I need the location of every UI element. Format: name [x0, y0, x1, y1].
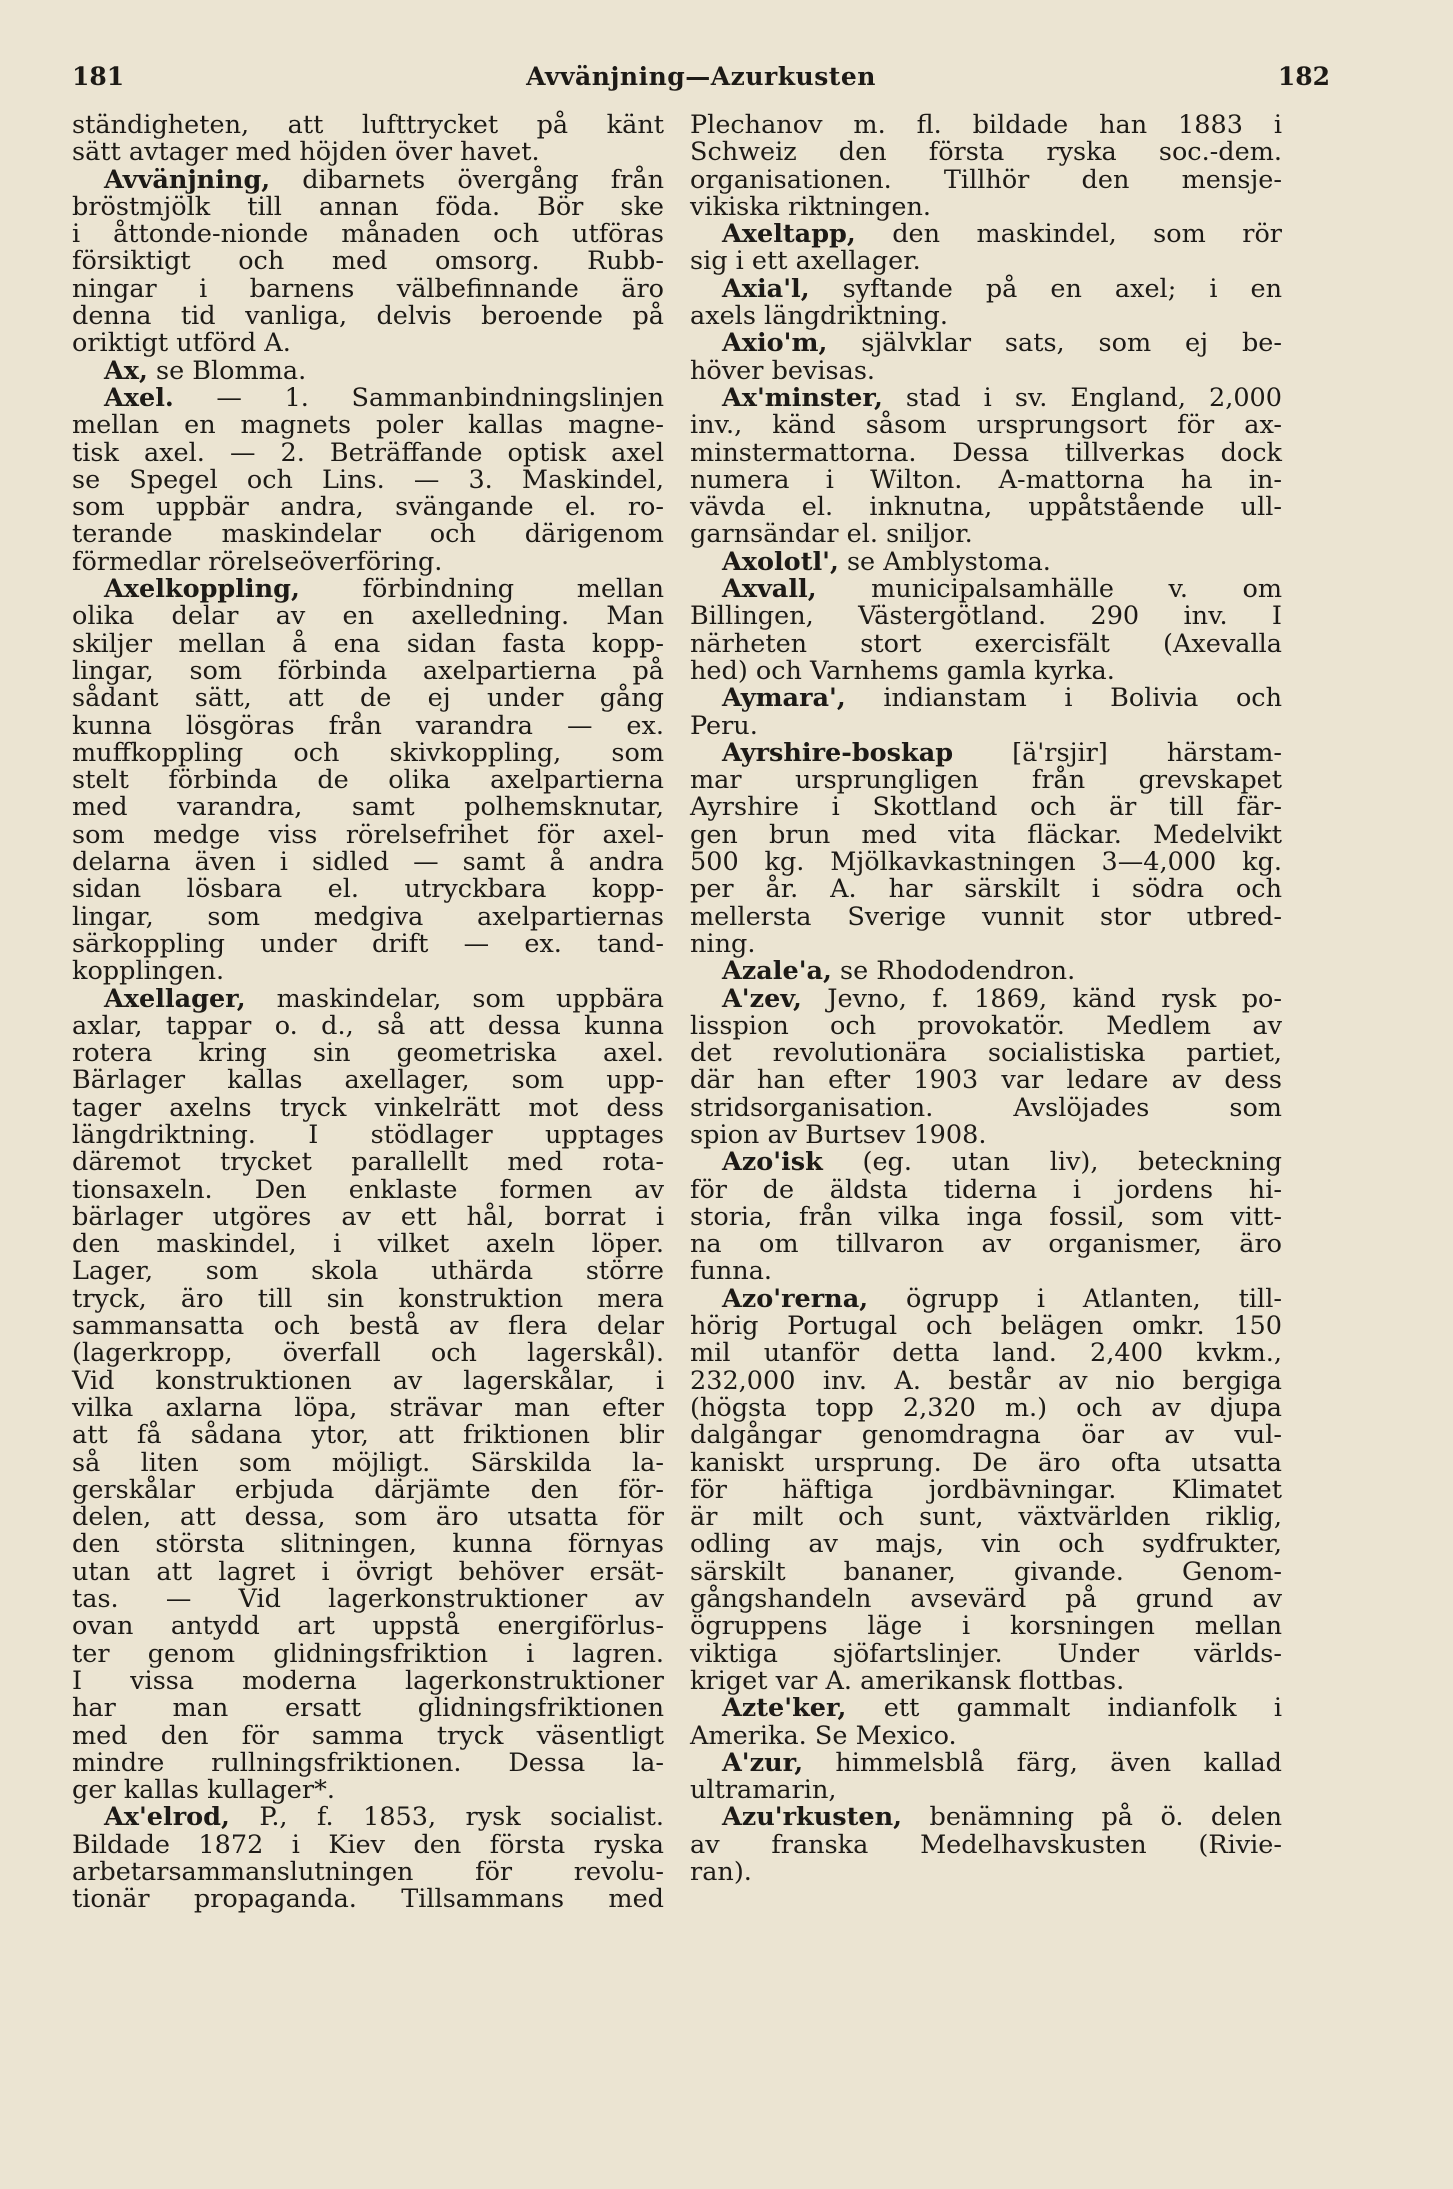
line-text: terande maskindelar och därigenom — [72, 519, 664, 550]
line-text: vikiska riktningen. — [690, 191, 932, 222]
line-text: utan att lagret i övrigt behöver ersät- — [72, 1556, 664, 1587]
text-line — [72, 603, 664, 630]
line-text: stad i sv. England, 2,000 — [882, 382, 1282, 413]
text-line — [690, 1174, 1282, 1205]
line-text: odling av majs, vin och sydfrukter, — [690, 1529, 1282, 1560]
line-text: maskindelar, som uppbära — [245, 983, 664, 1014]
line-text: se Rhododendron. — [831, 956, 1076, 987]
line-text: i åttonde-nionde månaden och utföras — [72, 219, 664, 250]
entry-first-line — [72, 355, 664, 386]
line-text: särskilt bananer, givande. Genom- — [690, 1556, 1282, 1587]
text-line — [690, 1665, 1282, 1696]
line-text: oriktigt utförd A. — [72, 328, 291, 359]
entry-first-line — [690, 1149, 1282, 1176]
text-line — [72, 1638, 664, 1669]
line-text: Amerika. Se Mexico. — [690, 1720, 957, 1751]
line-text: Bärlager kallas axellager, som upp- — [72, 1065, 664, 1096]
line-text: Billingen, Västergötland. 290 inv. I — [690, 601, 1282, 632]
entry-first-line — [72, 983, 664, 1014]
text-line — [690, 1119, 1282, 1150]
text-line — [690, 819, 1282, 850]
running-head — [72, 62, 1330, 102]
line-text: försiktigt och med omsorg. Rubb- — [72, 246, 664, 277]
text-line — [72, 1340, 664, 1367]
text-line — [72, 521, 664, 548]
line-text: inv., känd såsom ursprungsort för ax- — [690, 410, 1282, 441]
line-text: axlar, tappar o. d., så att dessa kunna — [72, 1010, 664, 1041]
line-text: av franska Medelhavskusten (Rivie- — [690, 1829, 1282, 1860]
line-text: däremot trycket parallellt med rota- — [72, 1147, 664, 1178]
text-line — [72, 303, 664, 330]
text-line — [72, 273, 664, 304]
text-line — [72, 767, 664, 794]
line-text: per år. A. har särskilt i södra och — [690, 874, 1282, 905]
text-line — [72, 737, 664, 768]
line-text: numera i Wilton. A-mattorna ha in- — [690, 464, 1282, 495]
line-text: särkoppling under drift — ex. tand- — [72, 928, 664, 959]
text-line — [690, 1586, 1282, 1613]
line-text: 500 kg. Mjölkavkastningen 3—4,000 kg. — [690, 847, 1282, 878]
text-line — [72, 1504, 664, 1531]
line-text: den maskindel, i vilket axeln löper. — [72, 1229, 664, 1260]
line-text: olika delar av en axelledning. Man — [72, 601, 664, 632]
line-text: funna. — [690, 1256, 773, 1287]
headword: Axeltapp, — [722, 219, 856, 250]
line-text: Lager, som skola uthärda större — [72, 1256, 664, 1287]
entry-first-line — [690, 983, 1282, 1014]
text-line — [72, 412, 664, 439]
line-text: mindre rullningsfriktionen. Dessa la- — [72, 1747, 664, 1778]
line-text: Jevno, f. 1869, känd rysk po- — [801, 983, 1282, 1014]
text-line — [690, 767, 1282, 794]
entry-first-line — [690, 546, 1282, 577]
line-text: där han efter 1903 var ledare av dess — [690, 1065, 1282, 1096]
line-text: gen brun med vita fläckar. Medelvikt — [690, 819, 1282, 850]
line-text: Peru. — [690, 710, 758, 741]
text-line — [690, 494, 1282, 521]
text-line — [72, 901, 664, 932]
text-line — [690, 710, 1282, 741]
headword: Azo'rerna, — [722, 1283, 869, 1314]
text-line — [690, 876, 1282, 903]
text-line — [690, 1231, 1282, 1258]
text-line — [72, 437, 664, 468]
text-line — [72, 112, 664, 139]
right-page-number: 182 — [1277, 62, 1330, 91]
text-line — [72, 139, 664, 166]
line-text: kunna lösgöras från varandra — ex. — [72, 710, 664, 741]
left-column — [72, 112, 664, 1914]
line-text: se Spegel och Lins. — 3. Maskindel, — [72, 464, 664, 495]
line-text: vilka axlarna löpa, strävar man efter — [72, 1392, 664, 1423]
line-text: [ä'rsjir] härstam- — [953, 737, 1282, 768]
line-text: längdriktning. I stödlager upptages — [72, 1119, 664, 1150]
text-line — [690, 603, 1282, 630]
text-line — [690, 1638, 1282, 1669]
entry-first-line — [690, 1804, 1282, 1831]
text-line — [72, 191, 664, 222]
text-line — [72, 928, 664, 959]
line-text: bröstmjölk till annan föda. Bör ske — [72, 191, 664, 222]
text-line — [690, 901, 1282, 932]
text-line — [72, 1531, 664, 1558]
line-text: tionsaxeln. Den enklaste formen av — [72, 1174, 664, 1205]
text-line — [690, 1092, 1282, 1123]
text-line — [690, 164, 1282, 195]
text-line — [690, 1474, 1282, 1505]
text-line — [72, 1092, 664, 1123]
text-line — [72, 1829, 664, 1860]
text-line — [72, 628, 664, 659]
text-line — [690, 437, 1282, 468]
line-text: ger kallas kullager*. — [72, 1775, 335, 1806]
line-text: Schweiz den första ryska soc.-dem. — [690, 137, 1282, 168]
line-text: muffkoppling och skivkoppling, som — [72, 737, 664, 768]
headword: Azo'isk — [722, 1147, 823, 1178]
entry-first-line — [72, 576, 664, 603]
line-text: rotera kring sin geometriska axel. — [72, 1038, 664, 1069]
line-text: gerskålar erbjuda därjämte den för- — [72, 1474, 664, 1505]
entry-first-line — [690, 221, 1282, 248]
text-line — [72, 1040, 664, 1067]
entry-first-line — [72, 164, 664, 195]
entry-first-line — [72, 382, 664, 413]
text-line — [72, 221, 664, 248]
line-text: Bildade 1872 i Kiev den första ryska — [72, 1829, 664, 1860]
text-line — [690, 628, 1282, 659]
line-text: kriget var A. amerikansk flottbas. — [690, 1665, 1125, 1696]
line-text: sätt avtager med höjden över havet. — [72, 137, 540, 168]
headword: Ayrshire-boskap — [722, 737, 954, 768]
text-line — [690, 794, 1282, 821]
line-text: garnsändar el. sniljor. — [690, 519, 973, 550]
headword: Axio'm, — [722, 328, 828, 359]
line-text: höver bevisas. — [690, 355, 876, 386]
headword: Axellager, — [104, 983, 246, 1014]
line-text: bärlager utgöres av ett hål, borrat i — [72, 1201, 664, 1232]
line-text: ovan antydd art uppstå energiförlus- — [72, 1611, 664, 1642]
line-text: den maskindel, som rör — [855, 219, 1282, 250]
line-text: viktiga sjöfartslinjer. Under världs- — [690, 1638, 1282, 1669]
line-text: syftande på en axel; i en — [809, 273, 1282, 304]
text-line — [72, 1174, 664, 1205]
line-text: som medge viss rörelsefrihet för axel- — [72, 819, 664, 850]
headword: Axvall, — [722, 574, 817, 605]
headword: Axel. — [104, 382, 174, 413]
entry-first-line — [690, 330, 1282, 357]
line-text: mellan en magnets poler kallas magne- — [72, 410, 664, 441]
text-line — [690, 139, 1282, 166]
line-text: lingar, som medgiva axelpartiernas — [72, 901, 664, 932]
line-text: tryck, äro till sin konstruktion mera — [72, 1283, 664, 1314]
text-line — [690, 412, 1282, 439]
line-text: tionär propaganda. Tillsammans med — [72, 1884, 664, 1915]
line-text: som uppbär andra, svängande el. ro- — [72, 492, 664, 523]
headword: Azte'ker, — [722, 1693, 847, 1724]
text-line — [72, 819, 664, 850]
line-text: skiljer mellan å ena sidan fasta kopp- — [72, 628, 664, 659]
line-text: municipalsamhälle v. om — [816, 574, 1282, 605]
line-text: kopplingen. — [72, 956, 225, 987]
entry-first-line — [690, 737, 1282, 768]
line-text: ögruppens läge i korsningen mellan — [690, 1611, 1282, 1642]
text-line — [72, 1422, 664, 1449]
line-text: delarna även i sidled — samt å andra — [72, 847, 664, 878]
line-text: organisationen. Tillhör den mensje- — [690, 164, 1282, 195]
text-line — [690, 248, 1282, 275]
headword: Axelkoppling, — [104, 574, 300, 605]
entry-first-line — [690, 685, 1282, 712]
headword: Axia'l, — [722, 273, 810, 304]
text-line — [690, 1201, 1282, 1232]
text-line — [72, 1474, 664, 1505]
line-text: stelt förbinda de olika axelpartierna — [72, 765, 664, 796]
text-line — [72, 1067, 664, 1094]
text-line — [72, 876, 664, 903]
text-line — [690, 1531, 1282, 1558]
text-line — [690, 1504, 1282, 1531]
text-line — [690, 521, 1282, 548]
text-line — [690, 1258, 1282, 1285]
line-text: minstermattorna. Dessa tillverkas dock — [690, 437, 1282, 468]
line-text: spion av Burtsev 1908. — [690, 1119, 987, 1150]
line-text: mar ursprungligen från grevskapet — [690, 765, 1282, 796]
line-text: sammansatta och bestå av flera delar — [72, 1311, 664, 1342]
entry-first-line — [690, 958, 1282, 985]
text-line — [690, 1422, 1282, 1449]
text-line — [690, 928, 1282, 959]
line-text: benämning på ö. delen — [902, 1802, 1282, 1833]
text-line — [690, 112, 1282, 139]
line-text: vävda el. inknutna, uppåtstående ull- — [690, 492, 1282, 523]
text-line — [690, 303, 1282, 330]
running-title: Avvänjning—Azurkusten — [526, 62, 876, 91]
line-text: är milt och sunt, växtvärlden riklig, — [690, 1502, 1282, 1533]
text-line — [72, 1258, 664, 1285]
text-line — [690, 191, 1282, 222]
text-line — [72, 1010, 664, 1041]
line-text: sidan lösbara el. utryckbara kopp- — [72, 874, 664, 905]
line-text: na om tillvaron av organismer, äro — [690, 1229, 1282, 1260]
text-line — [72, 546, 664, 577]
line-text: Plechanov m. fl. bildade han 1883 i — [690, 110, 1282, 140]
entry-first-line — [690, 382, 1282, 413]
headword: Axolotl', — [722, 546, 839, 577]
entry-first-line — [72, 1804, 664, 1831]
text-line — [72, 1720, 664, 1751]
line-text: gångshandeln avsevärd på grund av — [690, 1584, 1282, 1615]
line-text: stridsorganisation. Avslöjades som — [690, 1092, 1282, 1123]
line-text: förbindning mellan — [299, 574, 664, 605]
line-text: att få sådana ytor, att friktionen blir — [72, 1420, 664, 1451]
text-line — [690, 1777, 1282, 1804]
headword: Aymara', — [722, 683, 846, 714]
text-line — [72, 685, 664, 712]
right-column — [690, 112, 1282, 1886]
text-line — [72, 248, 664, 275]
line-text: hörig Portugal och belägen omkr. 150 — [690, 1311, 1282, 1342]
text-line — [690, 355, 1282, 386]
line-text: se Amblystoma. — [838, 546, 1051, 577]
line-text: storia, från vilka inga fossil, som vitt- — [690, 1201, 1282, 1232]
text-line — [72, 1777, 664, 1804]
entry-first-line — [690, 1747, 1282, 1778]
text-line — [72, 710, 664, 741]
line-text: Ayrshire i Skottland och är till fär- — [690, 792, 1282, 823]
line-text: ning. — [690, 928, 756, 959]
text-line — [72, 1665, 664, 1696]
line-text: himmelsblå färg, även kallad — [803, 1747, 1282, 1778]
text-line — [72, 1695, 664, 1722]
text-line — [72, 1119, 664, 1150]
line-text: har man ersatt glidningsfriktionen — [72, 1693, 664, 1724]
text-line — [72, 1231, 664, 1258]
text-line — [72, 1747, 664, 1778]
line-text: lisspion och provokatör. Medlem av — [690, 1010, 1282, 1041]
line-text: (eg. utan liv), beteckning — [822, 1147, 1282, 1178]
headword: Ax, — [104, 355, 148, 386]
line-text: axels längdriktning. — [690, 301, 948, 332]
text-line — [690, 1067, 1282, 1094]
line-text: sådant sätt, att de ej under gång — [72, 683, 664, 714]
text-line — [690, 849, 1282, 876]
headword: Azu'rkusten, — [722, 1802, 903, 1833]
line-text: Vid konstruktionen av lagerskålar, i — [72, 1365, 664, 1396]
line-text: (högsta topp 2,320 m.) och av djupa — [690, 1392, 1282, 1423]
line-text: närheten stort exercisfält (Axevalla — [690, 628, 1282, 659]
text-line — [72, 1283, 664, 1314]
line-text: med varandra, samt polhemsknutar, — [72, 792, 664, 823]
line-text: kaniskt ursprung. De äro ofta utsatta — [690, 1447, 1282, 1478]
line-text: arbetarsammanslutningen för revolu- — [72, 1857, 664, 1887]
line-text: sig i ett axellager. — [690, 246, 921, 277]
entry-first-line — [690, 1283, 1282, 1314]
line-text: indianstam i Bolivia och — [845, 683, 1282, 714]
text-line — [690, 1556, 1282, 1587]
entry-first-line — [690, 1695, 1282, 1722]
line-text: för häftiga jordbävningar. Klimatet — [690, 1474, 1282, 1505]
line-text: denna tid vanliga, delvis beroende på — [72, 301, 664, 332]
text-line — [72, 794, 664, 821]
text-line — [690, 1040, 1282, 1067]
text-line — [72, 464, 664, 495]
headword: Ax'elrod, — [104, 1802, 230, 1833]
line-text: förmedlar rörelseöverföring. — [72, 546, 443, 577]
line-text: tas. — Vid lagerkonstruktioner av — [72, 1584, 664, 1615]
headword: A'zur, — [722, 1747, 804, 1778]
text-line — [72, 330, 664, 357]
text-line — [72, 655, 664, 686]
line-text: självklar sats, som ej be- — [827, 328, 1282, 359]
headword: Avvänjning, — [104, 164, 271, 195]
line-text: det revolutionära socialistiska partiet, — [690, 1038, 1282, 1069]
text-line — [72, 1149, 664, 1176]
line-text: ögrupp i Atlanten, till- — [868, 1283, 1282, 1314]
line-text: mil utanför detta land. 2,400 kvkm., — [690, 1338, 1282, 1369]
line-text: ningar i barnens välbefinnande äro — [72, 273, 664, 304]
text-line — [690, 1613, 1282, 1640]
text-line — [690, 655, 1282, 686]
text-line — [72, 1886, 664, 1913]
line-text: 232,000 inv. A. består av nio bergiga — [690, 1365, 1282, 1396]
text-line — [72, 1586, 664, 1613]
text-line — [72, 1447, 664, 1478]
line-text: dibarnets övergång från — [270, 164, 664, 195]
left-page-number: 181 — [72, 62, 125, 91]
text-line — [72, 1392, 664, 1423]
line-text: tager axelns tryck vinkelrätt mot dess — [72, 1092, 664, 1123]
line-text: den största slitningen, kunna förnyas — [72, 1529, 664, 1560]
line-text: mellersta Sverige vunnit stor utbred- — [690, 901, 1282, 932]
text-line — [72, 1613, 664, 1640]
text-line — [72, 1201, 664, 1232]
line-text: P., f. 1853, rysk socialist. — [229, 1802, 664, 1833]
entry-first-line — [690, 576, 1282, 603]
line-text: med den för samma tryck väsentligt — [72, 1720, 664, 1751]
text-line — [72, 1313, 664, 1340]
line-text: för de äldsta tiderna i jordens hi- — [690, 1174, 1282, 1205]
headword: Azale'a, — [722, 956, 832, 987]
text-line — [690, 1859, 1282, 1886]
text-line — [72, 849, 664, 876]
text-line — [72, 494, 664, 521]
line-text: ständigheten, att lufttrycket på känt — [72, 110, 664, 140]
line-text: så liten som möjligt. Särskilda la- — [72, 1447, 664, 1478]
line-text: ran). — [690, 1857, 752, 1887]
text-line — [72, 958, 664, 985]
text-line — [690, 1720, 1282, 1751]
text-line — [690, 1829, 1282, 1860]
line-text: dalgångar genomdragna öar av vul- — [690, 1420, 1282, 1451]
line-text: ett gammalt indianfolk i — [846, 1693, 1282, 1724]
line-text: se Blomma. — [147, 355, 307, 386]
headword: A'zev, — [722, 983, 802, 1014]
line-text: (lagerkropp, överfall och lagerskål). — [72, 1338, 664, 1369]
text-line — [690, 1447, 1282, 1478]
line-text: ter genom glidningsfriktion i lagren. — [72, 1638, 664, 1669]
line-text: — 1. Sammanbindningslinjen — [173, 382, 664, 413]
line-text: ultramarin, — [690, 1775, 837, 1806]
text-line — [72, 1859, 664, 1886]
line-text: lingar, som förbinda axelpartierna på — [72, 655, 664, 686]
text-line — [72, 1365, 664, 1396]
line-text: delen, att dessa, som äro utsatta för — [72, 1502, 664, 1533]
text-line — [690, 1392, 1282, 1423]
line-text: tisk axel. — 2. Beträffande optisk axel — [72, 437, 664, 468]
text-line — [690, 1010, 1282, 1041]
line-text: hed) och Varnhems gamla kyrka. — [690, 655, 1115, 686]
headword: Ax'minster, — [722, 382, 883, 413]
text-line — [690, 1340, 1282, 1367]
text-line — [72, 1556, 664, 1587]
line-text: I vissa moderna lagerkonstruktioner — [72, 1665, 664, 1696]
text-line — [690, 1365, 1282, 1396]
entry-first-line — [690, 273, 1282, 304]
text-line — [690, 1313, 1282, 1340]
text-line — [690, 464, 1282, 495]
